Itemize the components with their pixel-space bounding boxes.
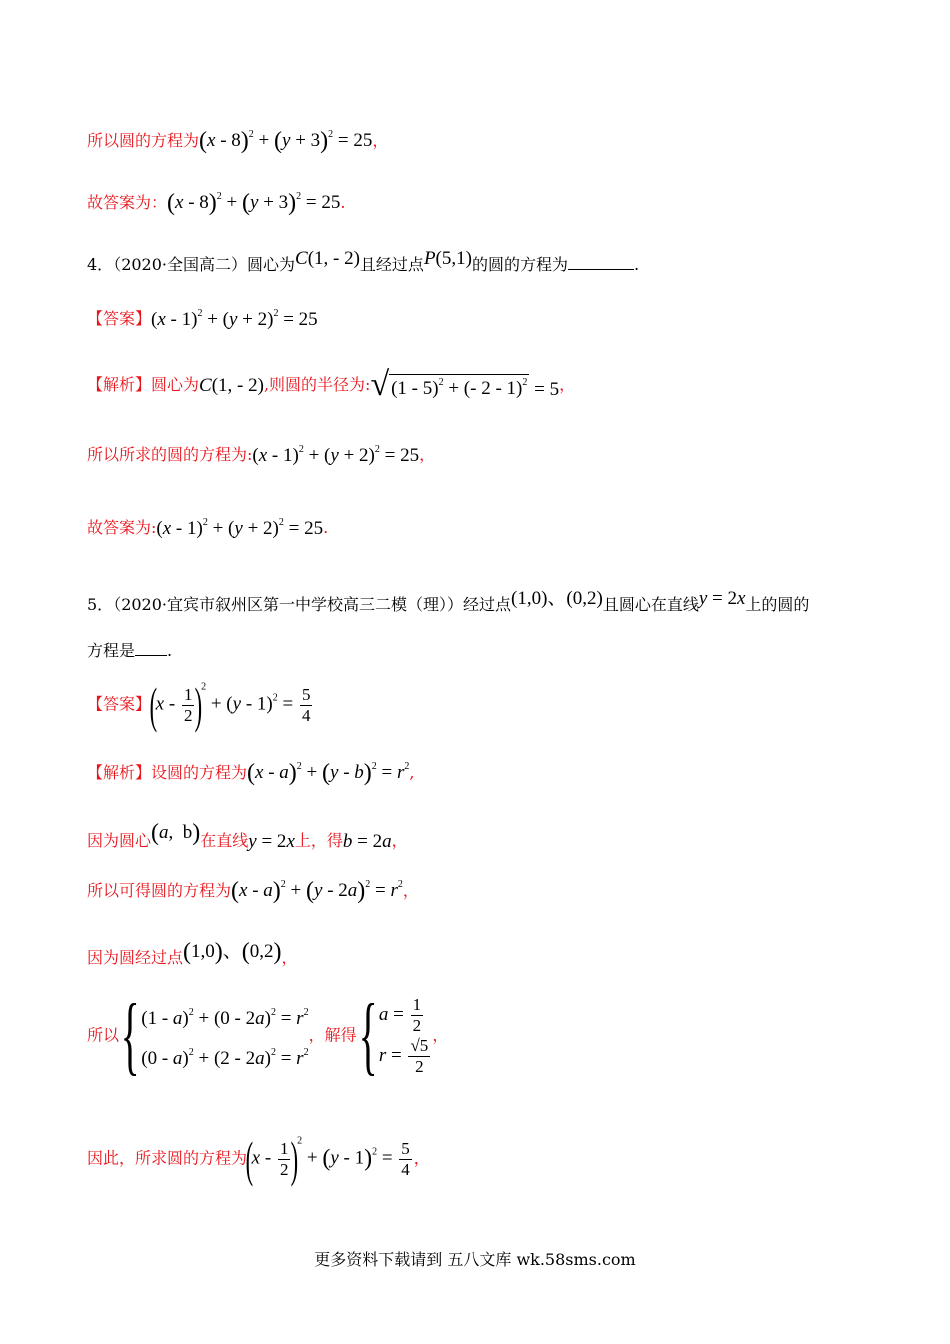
answer-blank [568, 269, 634, 270]
solution-5: 【解析】设圆的方程为$(x - a)^2 + (y - b)^2 = r^2$, [87, 760, 415, 786]
math-expression: $(x - 1)^2 + (y + 2)^2 = 25$ [252, 444, 420, 466]
math-expression: (x - $\frac{1}{2}$ )$^2$ + (y - 1)$^2$ = $\frac{5}{4}$ [245, 1131, 410, 1187]
math-expression: $(x - a)^2 + (y - 2a)^2 = r^2$ [231, 878, 403, 904]
math-system: { $(1 - a)^2 + (0 - 2a)^2 = r^2$ $(0 - a)^2 + (2 - 2a)^2 = r^2$ [120, 987, 309, 1084]
question-5: 5．（2020·宜宾市叙州区第一中学校高三二模（理））经过点(1,0)、(0,2)且圆心在直线y = 2x上的圆的 [87, 583, 809, 615]
answer-blank [135, 655, 167, 656]
math-radius: √ (1 - 5)$^2$ + (- 2 - 1)$^2$ = 5 [370, 366, 560, 403]
math-solution: { a = $\frac{1}{2}$ r = $\frac{√5}{2}$ [358, 987, 429, 1084]
solution-5-line-3: 所以可得圆的方程为$(x - a)^2 + (y - 2a)^2 = r^2$， [87, 878, 419, 904]
math-expression: (x - $\frac{1}{2}$ )$^2$ + (y - 1)$^2$ = $\frac{5}{4}$ [149, 677, 311, 733]
math-expression: $(x - 1)^2 + (y + 2)^2 = 25$ [151, 308, 318, 330]
solution-5-line-4: 因为圆经过点(1,0)、(0,2)， [87, 936, 298, 968]
solution-4-line-2: 所以所求的圆的方程为:(x - $1)^2 + (y + 2)^2 = 25$， [87, 444, 436, 466]
math-center: (a, b) [151, 820, 201, 846]
math-expression: $(x - 1)^2 + (y + 2)^2 = 25$ [156, 517, 324, 539]
math-expression: $(x - a)^2 + (y - b)^2 = r^2$ [247, 760, 410, 786]
math-line: y = 2x [698, 588, 746, 609]
question-5-line-2: 方程是 . [87, 641, 173, 660]
solution-5-line-2: 因为圆心(a, b)在直线y = 2x上，得b = 2a， [87, 820, 408, 852]
math-center: C(1, - 2) [295, 248, 360, 269]
solution-line-1: 所以圆的方程为$(x - 8)^2 + (y + 3)^2 = 25$， [87, 128, 389, 154]
answer-line-1: 故答案为：$(x - 8)^2 + (y + 3)^2 = 25$. [87, 190, 346, 216]
answer-4: 【答案】$(x - 1)^2 + (y + 2)^2 = 25$ [87, 308, 318, 330]
math-relation: b = 2a [342, 830, 392, 852]
page-footer: 更多资料下载请到 五八文库 wk.58sms.com [314, 1250, 636, 1269]
solution-5-line-6: 因此，所求圆的方程为(x - $\frac{1}{2}$ )$^2$ + (y - 1)$^2$ = $\frac{5}{4}$ ， [87, 1131, 430, 1187]
math-expression: $(x - 8)^2 + (y + 3)^2 = 25$ [199, 128, 373, 154]
math-center: C(1, - 2) [199, 374, 264, 396]
math-expression: $(x - 8)^2 + (y + 3)^2 = 25$ [167, 190, 341, 216]
solution-4: 【解析】圆心为C(1, - 2),则圆的半径为: √ (1 - 5)$^2$ + (- 2 - 1)$^2$ = 5， [87, 366, 576, 403]
math-point: P(5,1) [423, 248, 472, 269]
question-4: 4．（2020·全国高二）圆心为C(1, - 2)且经过点P(5,1)的圆的方程为 . [87, 248, 640, 274]
math-points: (1,0)、(0,2) [511, 588, 603, 609]
solution-5-system: 所以{ $(1 - a)^2 + (0 - 2a)^2 = r^2$ $(0 - a)^2 + (2 - 2a)^2 = r^2$ ，解得{ a = $\frac{1}{2}$ r = $\frac{√5}{2}$ ， [87, 987, 449, 1084]
answer-5: 【答案】(x - $\frac{1}{2}$ )$^2$ + (y - 1)$^2$ = $\frac{5}{4}$ [87, 676, 314, 734]
math-points: (1,0)、(0,2) [183, 939, 282, 965]
solution-4-line-3: 故答案为:(x - $1)^2 + (y + 2)^2 = 25$. [87, 517, 329, 539]
math-line: y = 2x [248, 830, 295, 852]
